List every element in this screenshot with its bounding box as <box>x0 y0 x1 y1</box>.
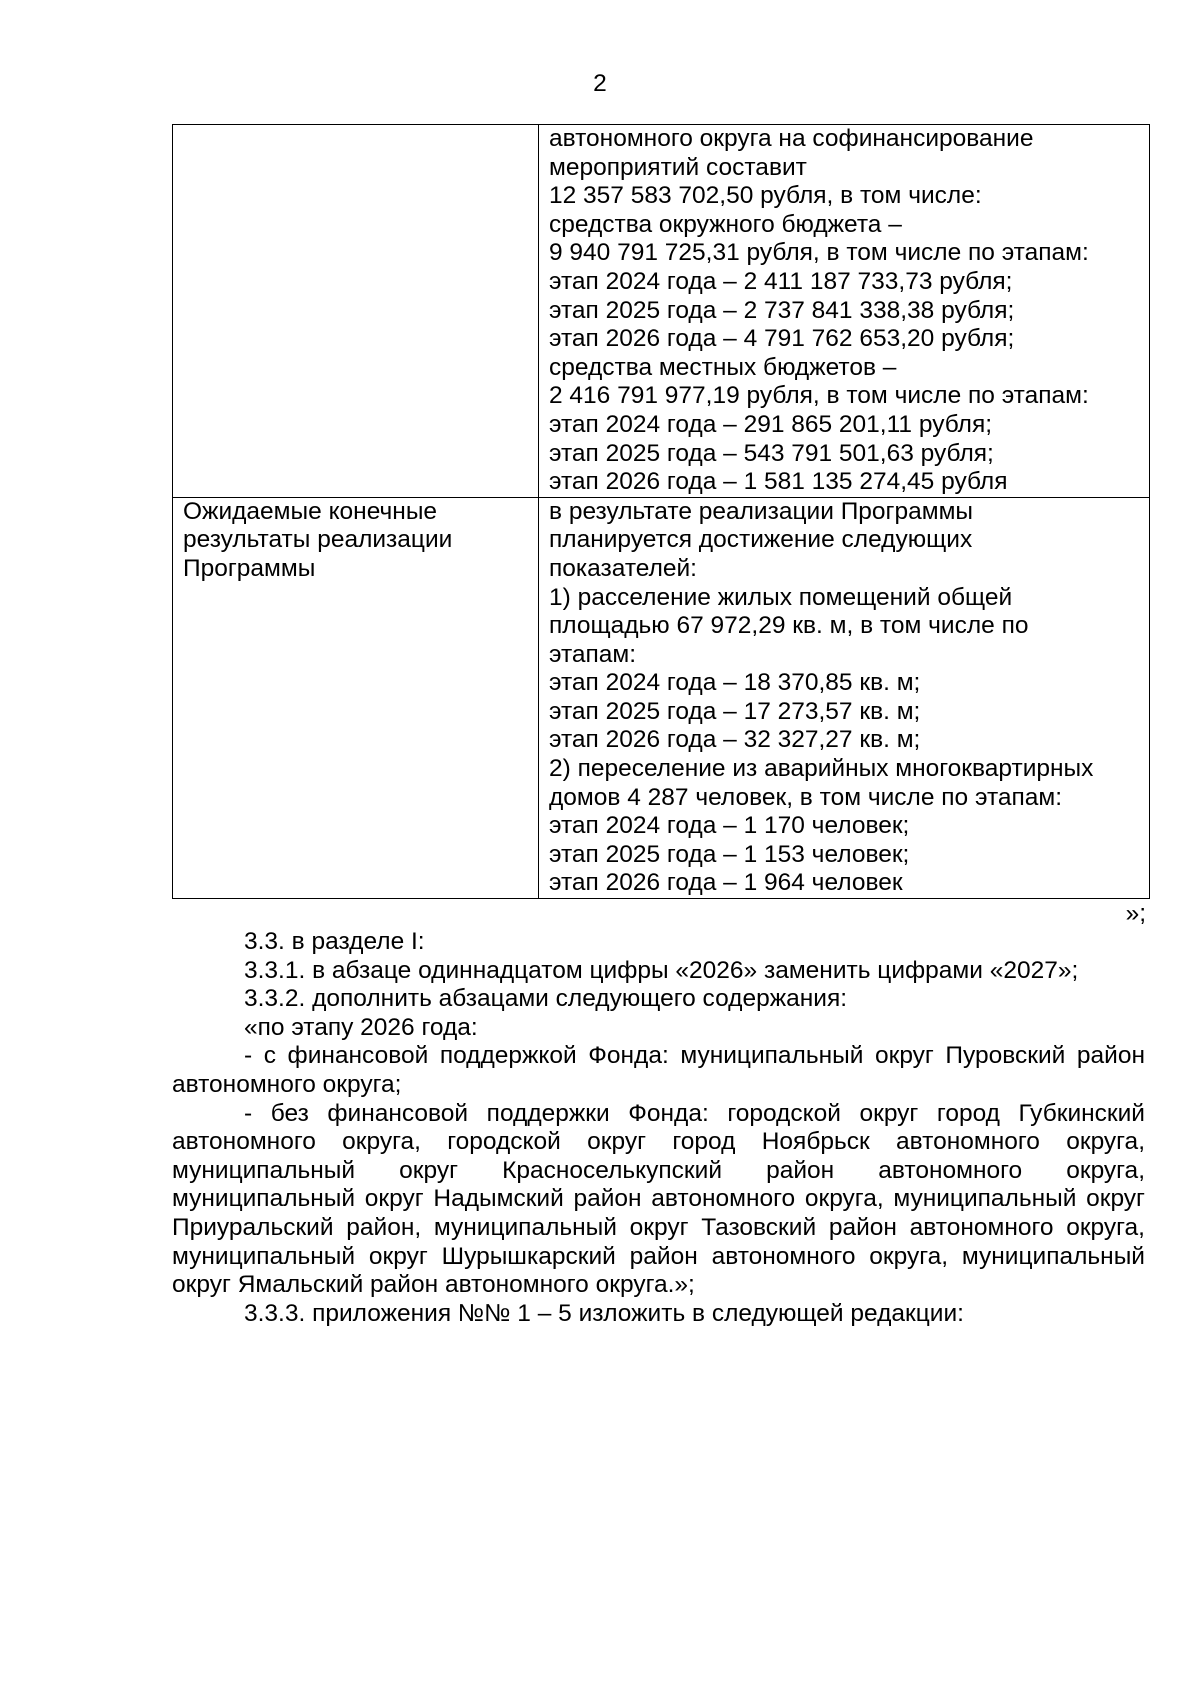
row-label-line: результаты реализации <box>183 526 453 554</box>
paragraph: - с финансовой поддержкой Фонда: муниципальный округ Пуровский район автономного округа; <box>172 1042 1145 1098</box>
results-line: планируется достижение следующих <box>549 526 973 554</box>
financing-line: средства окружного бюджета – <box>549 210 902 238</box>
financing-line: этап 2024 года – 2 411 187 733,73 рубля; <box>549 267 1013 295</box>
paragraph: 3.3.1. в абзаце одиннадцатом цифры «2026» заменить цифрами «2027»; <box>244 956 1079 984</box>
results-line: показателей: <box>549 554 697 582</box>
paragraph: - без финансовой поддержки Фонда: городской округ город Губкинский автономного округа, городской округ город Ноябрьск автономного округа, муниципальный округ Красноселькупский район автономного округа, муниципальный округ Надымский район автономного округа, муниципальный округ Приуральский район, муниципальный округ Тазовский район автономного округа, муниципальный округ Шурышкарский район автономного округа, муниципальный округ Ямальский район автономного округа.»; <box>172 1099 1145 1299</box>
closing-quote: »; <box>1125 900 1146 927</box>
paragraph: 3.3.2. дополнить абзацами следующего содержания: <box>244 985 848 1013</box>
expected-results-cell <box>539 497 1150 898</box>
results-line: домов 4 287 человек, в том числе по этапам: <box>549 783 1063 811</box>
row-label-cell <box>173 497 539 898</box>
financing-line: этап 2025 года – 2 737 841 338,38 рубля; <box>549 296 1015 324</box>
financing-line: 2 416 791 977,19 рубля, в том числе по этапам: <box>549 382 1089 410</box>
financing-line: этап 2025 года – 543 791 501,63 рубля; <box>549 439 994 467</box>
page-number: 2 <box>593 70 607 97</box>
results-line: этап 2025 года – 17 273,57 кв. м; <box>549 697 921 725</box>
table-row <box>173 497 1150 898</box>
results-line: 1) расселение жилых помещений общей <box>549 583 1013 611</box>
program-passport-table <box>172 124 1150 899</box>
amendment-text <box>172 928 1145 1328</box>
paragraph: «по этапу 2026 года: <box>244 1013 478 1041</box>
results-line: площадью 67 972,29 кв. м, в том числе по <box>549 612 1029 640</box>
financing-line: 9 940 791 725,31 рубля, в том числе по этапам: <box>549 239 1089 267</box>
table-row <box>173 125 1150 498</box>
results-line: этап 2025 года – 1 153 человек; <box>549 840 910 868</box>
results-line: этап 2024 года – 1 170 человек; <box>549 812 910 840</box>
financing-line: средства местных бюджетов – <box>549 353 897 381</box>
financing-line: этап 2026 года – 1 581 135 274,45 рубля <box>549 468 1008 496</box>
results-line: этап 2026 года – 1 964 человек <box>549 869 903 897</box>
financing-line: мероприятий составит <box>549 153 807 181</box>
results-line: этапам: <box>549 640 637 668</box>
row-label-cell <box>173 125 539 498</box>
results-line: 2) переселение из аварийных многоквартирных <box>549 755 1094 783</box>
results-line: в результате реализации Программы <box>549 497 974 525</box>
financing-cell <box>539 125 1150 498</box>
row-label-line: Программы <box>183 554 316 582</box>
financing-line: автономного округа на софинансирование <box>549 125 1034 152</box>
row-label-line: Ожидаемые конечные <box>183 497 438 525</box>
paragraph: 3.3. в разделе I: <box>244 928 425 955</box>
financing-line: этап 2026 года – 4 791 762 653,20 рубля; <box>549 325 1015 353</box>
financing-line: этап 2024 года – 291 865 201,11 рубля; <box>549 410 993 438</box>
paragraph: 3.3.3. приложения №№ 1 – 5 изложить в следующей редакции: <box>244 1299 964 1327</box>
financing-line: 12 357 583 702,50 рубля, в том числе: <box>549 182 982 210</box>
results-line: этап 2024 года – 18 370,85 кв. м; <box>549 669 921 697</box>
results-line: этап 2026 года – 32 327,27 кв. м; <box>549 726 921 754</box>
